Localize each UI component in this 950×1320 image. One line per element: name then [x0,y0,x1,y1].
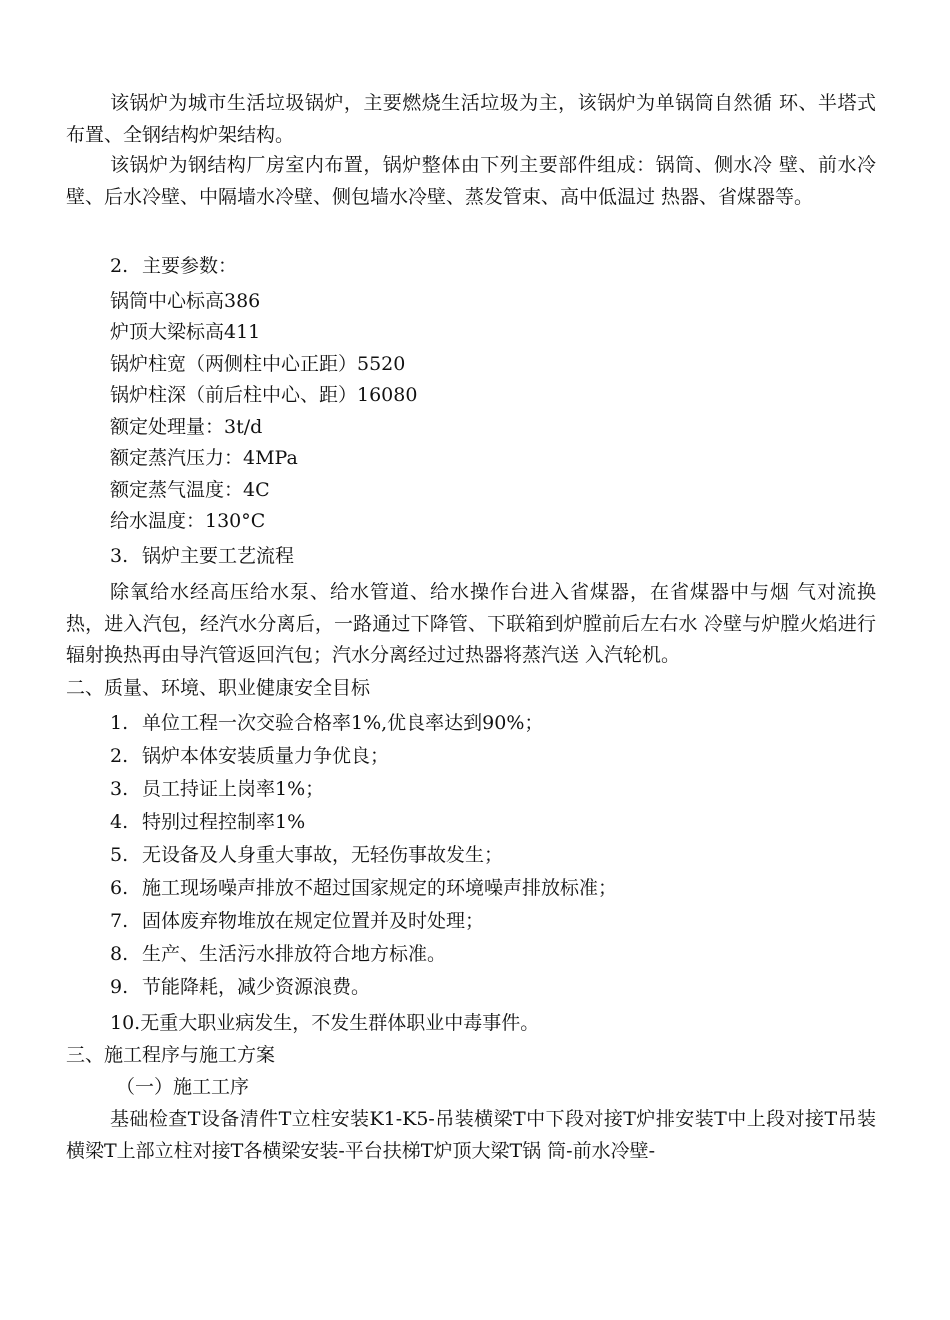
goals-heading: 二、质量、环境、职业健康安全目标 [66,677,371,699]
goal-item [110,808,305,836]
param-item: 锅炉柱宽（两侧柱中心正距）5520 [110,353,406,375]
goal-item [110,742,389,770]
goal-text: 节能降耗，减少资源浪费。 [142,976,371,998]
goal-number: 4. [110,811,129,833]
goal-item [110,874,617,902]
goal-number: 9. [110,976,129,998]
goal-text: 固体废弃物堆放在规定位置并及时处理； [142,910,485,932]
goal-number: 3. [110,778,129,800]
goal-number: 10. [110,1012,141,1034]
goal-text: 员工持证上岗率1%； [142,778,325,800]
param-item: 锅炉柱深（前后柱中心、距）16080 [110,384,418,406]
goal-text: 无设备及人身重大事故，无轻伤事故发生； [142,844,504,866]
goal-number: 5. [110,844,129,866]
goal-item [110,940,446,968]
goal-number: 8. [110,943,129,965]
param-item: 额定蒸气温度：4C [110,479,270,501]
goal-item [110,973,370,1001]
goal-text: 施工现场噪声排放不超过国家规定的环境噪声排放标准； [142,877,618,899]
goal-text: 单位工程一次交验合格率1%,优良率达到90%； [142,712,544,734]
param-item: 额定蒸汽压力：4MPa [110,447,298,469]
goal-text: 锅炉本体安装质量力争优良； [142,745,390,767]
param-item: 给水温度：130°C [110,510,266,532]
goal-item [110,1009,539,1037]
goal-text: 特别过程控制率1% [142,811,306,833]
process-heading-text: 锅炉主要工艺流程 [142,545,295,567]
param-item: 炉顶大梁标高411 [110,321,261,343]
goal-number: 7. [110,910,129,932]
param-item: 锅筒中心标高386 [110,290,261,312]
params-heading [110,252,237,280]
goal-number: 1. [110,712,129,734]
construction-paragraph: 基础检查T设备清件T立柱安装K1-K5-吊装横梁T中下段对接T炉排安装T中上段对接T吊装横梁T上部立柱对接T各横梁安装-平台扶梯T炉顶大梁T锅 筒-前水冷壁- [66,1108,876,1162]
param-item: 额定处理量：3t/d [110,416,263,438]
process-heading [110,542,294,570]
process-heading-number: 3. [110,545,129,567]
goal-number: 6. [110,877,129,899]
params-heading-number: 2. [110,255,129,277]
goal-item [110,841,503,869]
goal-number: 2. [110,745,129,767]
intro-paragraph-2: 该锅炉为钢结构厂房室内布置，锅炉整体由下列主要部件组成：锅筒、侧水冷 壁、前水冷壁、后水冷壁、中隔墙水冷壁、侧包墙水冷壁、蒸发管束、高中低温过 热器、省煤器等。 [66,154,876,208]
goal-text: 无重大职业病发生，不发生群体职业中毒事件。 [140,1012,540,1034]
goal-item [110,709,543,737]
construction-subheading: （一）施工工序 [116,1076,250,1098]
construction-heading: 三、施工程序与施工方案 [66,1044,276,1066]
params-heading-text: 主要参数： [142,255,238,277]
goal-text: 生产、生活污水排放符合地方标准。 [142,943,447,965]
goal-item [110,907,484,935]
intro-paragraph-1: 该锅炉为城市生活垃圾锅炉，主要燃烧生活垃圾为主，该锅炉为单锅筒自然循 环、半塔式布置、全钢结构炉架结构。 [66,92,876,146]
goal-item [110,775,324,803]
process-paragraph: 除氧给水经高压给水泵、给水管道、给水操作台进入省煤器，在省煤器中与烟 气对流换热，进入汽包，经汽水分离后，一路通过下降管、下联箱到炉膛前后左右水 冷壁与炉膛火焰进行辐射换热再由导汽管返回汽包；汽水分离经过过热器将蒸汽送 入汽轮机。 [66,581,876,666]
